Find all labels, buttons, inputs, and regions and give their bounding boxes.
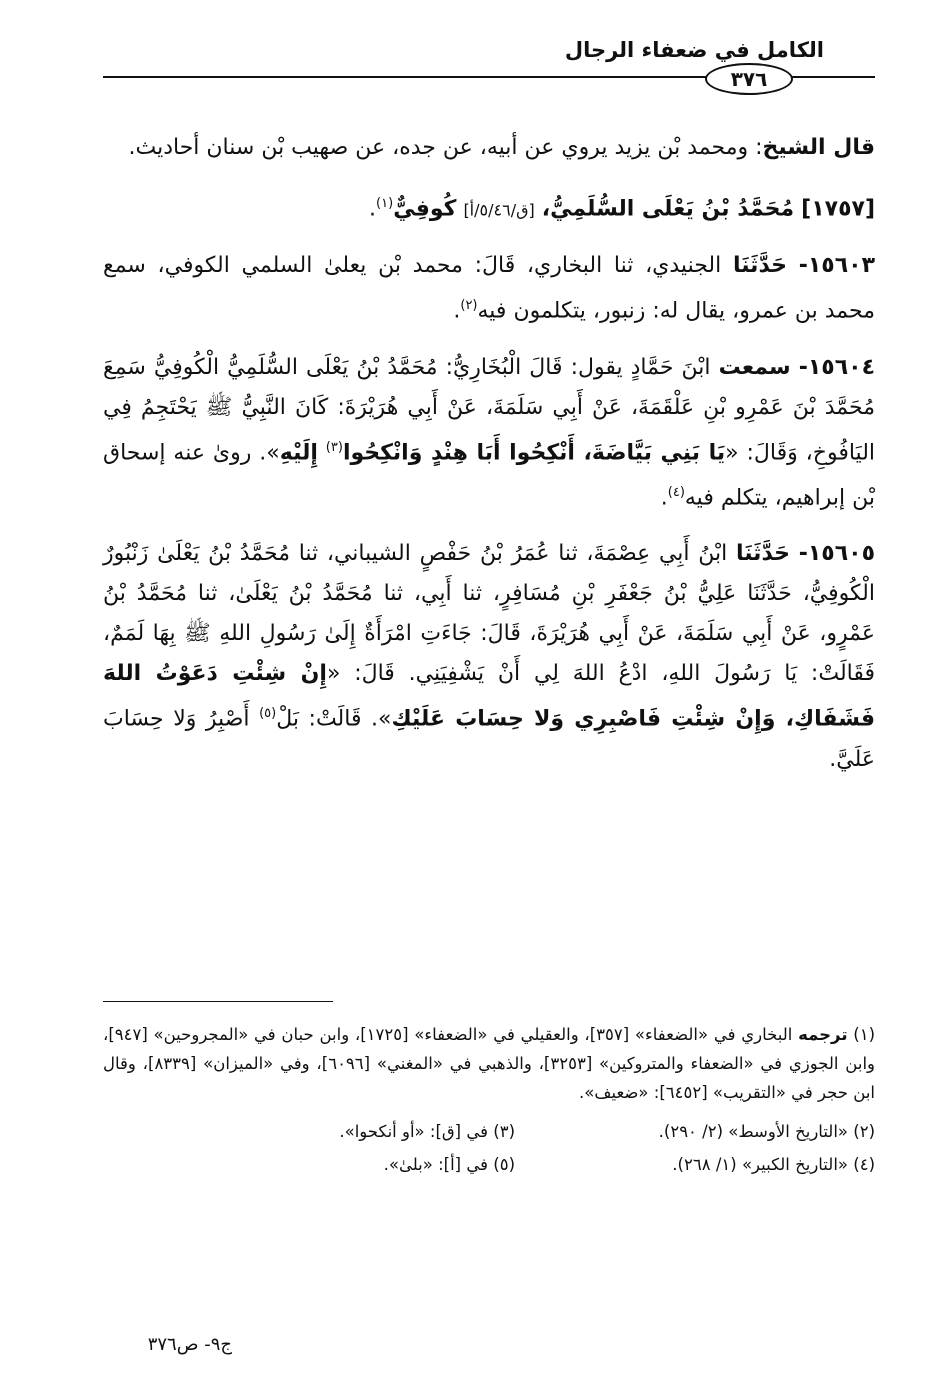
footnote-number: (١) [853, 1025, 875, 1044]
entry-name: مُحَمَّدُ بْنُ يَعْلَى السُّلَمِيُّ، [541, 196, 795, 222]
paragraph-lead: قال الشيخ [762, 135, 875, 160]
hadith-quote: إِنْ شِئْتِ دَعَوْتُ اللهَ فَشَفَاكِ، وَإِنْ شِئْتِ فَاصْبِرِي وَلا حِسَابَ عَلَيْكِ [103, 661, 876, 732]
narration-text: قَالَتْ: بَلْ [276, 706, 362, 732]
narration-lead: حَدَّثَنَا [732, 253, 788, 279]
footnote-row [103, 1117, 875, 1146]
footnote-text: البخاري في «الضعفاء» [٣٥٧]، والعقيلي في «الضعفاء» [١٧٢٥]، وابن حبان في «المجروحين» [٩٤٧]، وابن الجوزي في «الضعفاء والمتروكين» [٣٢٥٣]، والذهبي في «المغني» [٦٠٩٦]، وفي «الميزان» [٨٣٣٩]، وقال ابن حجر في «التقريب» [٦٤٥٢]: «ضعيف». [103, 1025, 875, 1102]
footnote-5: (٥) في [أ]: «بلىٰ». [383, 1155, 515, 1174]
footnote-marker: (٥) [259, 706, 277, 722]
footnote-marker: (١) [376, 196, 394, 211]
narration-15603 [103, 246, 875, 331]
quote-close: ». [371, 706, 392, 732]
footnote-4: (٤) «التاريخ الكبير» (١/ ٢٦٨). [672, 1155, 875, 1174]
entry-nisba: كُوفِيٌّ [393, 196, 457, 222]
manuscript-ref: [ق/٥/٤٦/أ] [463, 200, 535, 220]
footnote-3: (٣) في [ق]: «أو أنكحوا». [339, 1122, 515, 1141]
main-text [103, 128, 875, 780]
footnote-1 [103, 1020, 875, 1107]
entry-number: [١٧٥٧] [801, 196, 875, 222]
narration-text: ». روىٰ عنه إسحاق بْن إبراهيم، يتكلم فيه [103, 439, 875, 511]
narration-text: أَصْبِرُ وَلا حِسَابَ عَلَيَّ. [103, 706, 875, 772]
volume-page-reference: ج٩- ص٣٧٦ [147, 1334, 232, 1355]
entry-end: . [369, 196, 377, 222]
paragraph-sheikh [103, 128, 875, 168]
entry-heading [103, 184, 875, 230]
narration-text: ابْنَ حَمَّادٍ يقول: قَالَ الْبُخَارِيُّ: مُحَمَّدُ بْنُ يَعْلَى السُّلَمِيُّ الْكُوفِيُّ سَمِعَ مُحَمَّدَ بْنَ عَمْرِو بْنِ عَلْقَمَةَ، عَنْ أَبِي سَلَمَةَ، عَنْ أَبِي هُرَيْرَةَ: كَانَ النَّبِيُّ ﷺ يَحْتَجِمُ فِي اليَافُوخِ، وَقَالَ: « [103, 354, 876, 465]
narration-15604 [103, 348, 875, 519]
narration-number: ١٥٦٠٤- [798, 354, 875, 380]
footnote-2: (٢) «التاريخ الأوسط» (٢/ ٢٩٠). [658, 1122, 875, 1141]
narration-text: الجنيدي، ثنا البخاري، قَالَ: محمد بْن يعلىٰ السلمي الكوفي، سمع محمد بن عمرو، يقال له: زنبور، يتكلمون فيه [103, 253, 875, 324]
page-number: ٣٧٦ [705, 63, 793, 95]
narration-end: . [453, 298, 461, 324]
footnote-separator [103, 1001, 333, 1002]
footnote-marker: (٢) [460, 298, 478, 314]
narration-lead: سمعت [718, 354, 791, 380]
hadith-quote-end: إِلَيْهِ [279, 439, 318, 465]
narration-number: ١٥٦٠٣- [798, 253, 875, 279]
footnote-lead: ترجمه [798, 1025, 848, 1044]
narration-text: ابْنُ أَبِي عِصْمَةَ، ثنا عُمَرُ بْنُ حَفْصٍ الشيباني، ثنا مُحَمَّدُ بْنُ يَعْلَىٰ زَنْبُورٌ الْكُوفِيُّ، حَدَّثَنَا عَلِيُّ بْنُ جَعْفَرِ بْنِ مُسَافِرٍ، ثنا أَبِي، ثنا مُحَمَّدُ بْنُ يَعْلَىٰ، ثنا مُحَمَّدُ بْنُ عَمْرٍو، عَنْ أَبِي سَلَمَةَ، عَنْ أَبِي هُرَيْرَةَ، قَالَ: جَاءَتِ امْرَأَةٌ إِلَىٰ رَسُولِ اللهِ ﷺ بِهَا لَمَمٌ، فَقَالَتْ: يَا رَسُولَ اللهِ، ادْعُ اللهَ لِي أَنْ يَشْفِيَنِي. [103, 541, 875, 687]
paragraph-text: : ومحمد بْن يزيد يروي عن أبيه، عن جده، عن صهيب بْن سنان أحاديث. [128, 135, 763, 160]
quote-intro: قَالَ: « [326, 661, 395, 687]
footnote-row [103, 1150, 875, 1179]
narration-number: ١٥٦٠٥- [798, 541, 876, 567]
footnotes [103, 1020, 875, 1179]
narration-lead: حَدَّثَنَا [735, 541, 791, 567]
book-title: الكامل في ضعفاء الرجال [564, 38, 824, 62]
narration-15605 [103, 534, 875, 779]
narration-end: . [660, 485, 668, 511]
footnote-marker: (٤) [667, 484, 685, 500]
footnote-marker: (٣) [325, 439, 343, 455]
hadith-quote: يَا بَنِي بَيَّاضَةَ، أَنْكِحُوا أَبَا هِنْدٍ وَانْكِحُوا [342, 439, 726, 465]
